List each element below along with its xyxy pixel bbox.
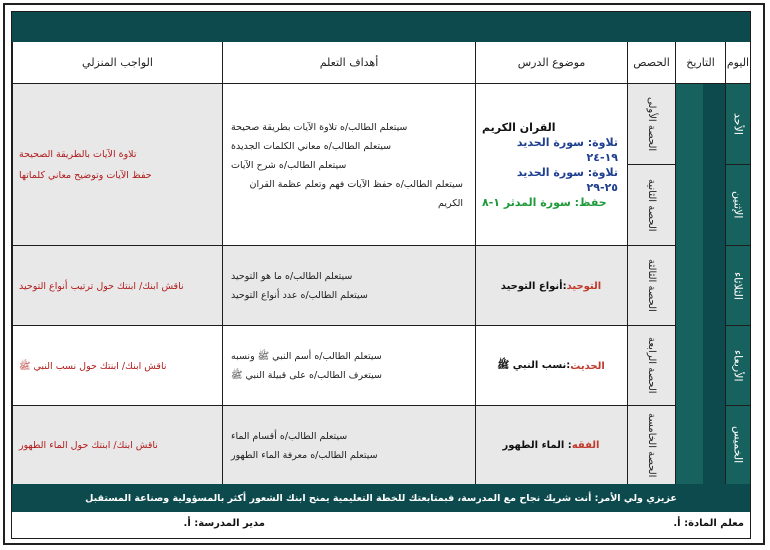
goals-cell-quran: [222, 83, 475, 245]
principal-signature: مدير المدرسة: أ.: [183, 518, 265, 529]
homework-item: تلاوة الآيات بالطريقة الصحيحة: [19, 149, 137, 160]
goal-item: سيتعلم الطالب/ه شرح الآيات: [231, 159, 347, 171]
topic-title: :نسب النبي ﷺ: [497, 360, 571, 371]
parent-message-banner: [12, 484, 750, 512]
header-period: الحصص: [627, 42, 675, 83]
goal-item: سيتعلم الطالب/ه أقسام الماء: [231, 430, 348, 442]
homework-item: ناقش ابنك/ ابنتك حول الماء الطهور: [19, 440, 158, 451]
homework-cell-tawhid: [12, 245, 222, 325]
goals-cell-tawhid: [222, 245, 475, 325]
topic-label: التوحيد: [566, 280, 602, 292]
quran-recitation-2: تلاوة: سورة الحديد ٢٥-٢٩: [516, 166, 618, 194]
parent-message: عزيزي ولي الأمر: أنت شريك نجاح مع المدرسة، فبمتابعتك للخطة التعليمية يمنح ابنك الشعور أكثر بالمسؤولية وصناعة المستقبل: [85, 492, 677, 504]
header-topic: موضوع الدرس: [475, 42, 627, 83]
teacher-signature: معلم المادة: أ.: [673, 518, 744, 529]
quran-recitation-1: تلاوة: سورة الحديد ١٩-٢٤: [516, 136, 618, 164]
goal-item: سيتعلم الطالب/ه تلاوة الآيات بطريقة صحيحة: [231, 121, 408, 133]
header-homework: الواجب المنزلي: [12, 42, 222, 83]
homework-cell-hadith: [12, 325, 222, 405]
homework-item: حفظ الآيات وتوضيح معاني كلماتها: [19, 170, 152, 181]
homework-item: ناقش ابنك/ ابنتك حول ترتيب أنواع التوحيد: [19, 280, 184, 292]
topic-cell-fiqh: [475, 405, 627, 484]
goal-item: سيتعلم الطالب/ه حفظ الآيات فهم وتعلم عظمة القران الكريم: [249, 178, 463, 209]
topic-title: : الماء الطهور: [502, 440, 572, 451]
quran-title: القران الكريم: [482, 121, 556, 134]
day-cell-sunday: الأحد: [725, 83, 750, 164]
period-cell-1: الحصة الأولى: [627, 83, 675, 164]
topic-cell-hadith: [475, 325, 627, 405]
top-banner: [12, 12, 750, 42]
goal-item: سيتعرف الطالب/ه على قبيلة النبي ﷺ: [231, 370, 382, 381]
signature-row: [12, 512, 750, 538]
quran-memorization: حفظ: سورة المدثر ١-٨: [482, 196, 607, 209]
day-cell-tuesday: الثلاثاء: [725, 245, 750, 325]
period-cell-3: الحصة الثالثة: [627, 245, 675, 325]
header-goals: أهداف التعلم: [222, 42, 475, 83]
date-column: [675, 83, 703, 484]
topic-cell-tawhid: [475, 245, 627, 325]
date-column-shade: [703, 83, 725, 484]
homework-cell-quran: [12, 83, 222, 245]
topic-cell-quran: [475, 83, 627, 245]
homework-cell-fiqh: [12, 405, 222, 484]
goal-item: سيتعلم الطالب/ه معاني الكلمات الجديدة: [231, 140, 392, 152]
homework-item: ناقش ابنك/ ابنتك حول نسب النبي ﷺ: [19, 360, 167, 372]
header-date: التاريخ: [675, 42, 725, 83]
topic-label: الفقه: [571, 440, 600, 451]
table-header: [12, 42, 750, 83]
day-cell-thursday: الخميس: [725, 405, 750, 484]
day-cell-wednesday: الأربعاء: [725, 325, 750, 405]
goal-item: سيتعلم الطالب/ه عدد أنواع التوحيد: [231, 290, 368, 301]
topic-label: الحديث: [570, 360, 605, 372]
day-cell-monday: الإثنين: [725, 164, 750, 245]
goal-item: سيتعلم الطالب/ه أسم النبي ﷺ ونسبه: [231, 351, 382, 362]
goals-cell-hadith: [222, 325, 475, 405]
period-cell-4: الحصة الرابعة: [627, 325, 675, 405]
topic-title: :أنواع التوحيد: [500, 280, 567, 292]
period-cell-5: الحصة الخامسة: [627, 405, 675, 484]
goals-cell-fiqh: [222, 405, 475, 484]
lesson-plan-sheet: [11, 11, 751, 539]
goal-item: سيتعلم الطالب/ه معرفة الماء الطهور: [231, 449, 378, 461]
period-cell-2: الحصة الثانية: [627, 164, 675, 245]
goal-item: سيتعلم الطالب/ه ما هو التوحيد: [231, 271, 353, 282]
header-day: اليوم: [725, 42, 750, 83]
